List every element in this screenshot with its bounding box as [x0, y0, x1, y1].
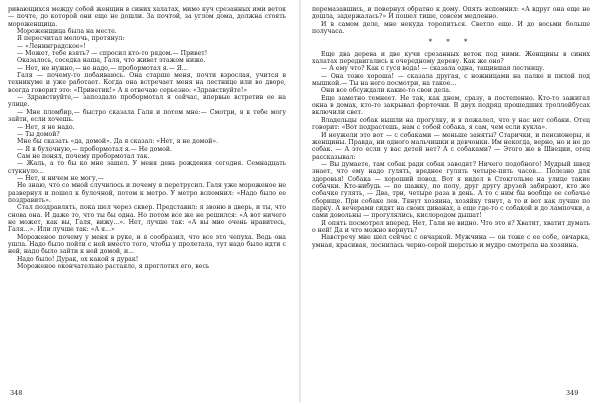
paragraph: Я опять посмотрел вперед. Нет, Гали не видно. Что это я? Хватит, хватит думать о ней! Да и что можно вернуть? [312, 219, 590, 234]
paragraph: — Я в булочную,— пробормотал я.— Не домой. [17, 145, 172, 153]
paragraph: — Нет, я не надо. [17, 123, 75, 131]
paragraph: Навстречу мне шел сейчас с овчаркой. Мужчина — он тоже с ее собе, овчарка, умная, красивая, лоснилась черно-серой шерстью и мудро смотрела на хозяина. [312, 234, 590, 249]
paragraph: Сам не понял, почему пробормотал так. [17, 152, 150, 160]
paragraph: — Может, тебе взять? — спросил кто-то рядом.— Привет! [17, 50, 208, 58]
paragraph: — Нет, и ничем не могу,— [17, 174, 104, 182]
paragraph: ривающихся между собой женщин в синих халатах, мимо куч срезанных ими веток — почте, до которой они еще не дошли. За почтой, за углом дома, должна стоять мороженщица. [8, 6, 286, 28]
paragraph: — Ты домой? [17, 130, 60, 138]
paragraph: — «Ленинградское»! [17, 42, 86, 50]
paragraph: перемазавшись, и повернул обратно к дому. Опять вспомнил: «А вдруг она еще не дошла, задержалась?» И пошел тише, совсем медленно. [312, 6, 590, 21]
left-page [8, 6, 286, 396]
paragraph: Галя — почему-то побаиваюсь. Она старше меня, почти взрослая, учится в техникуме и уже работает. Когда она встречает меня на лестнице или во дворе, всегда говорит это: «Приветик!» А я отвечаю серьезно: «Здравствуйте!» [8, 72, 286, 94]
left-page-number: 348 [10, 389, 23, 397]
paragraph: — Нет, не нужно,— не надо,— пробормотал я.— Я... [17, 64, 188, 72]
book-spine [299, 0, 301, 402]
section-separator: * * * [428, 38, 474, 47]
paragraph: — Вы думаете, там собак ради собак заводят? Ничего подобного! Мудрый швед знает, что ему надо гулять, вреднее гулять четыре-пять часов... Полезно для здоровья! Собака — хороший повод. Вот я видел в Стокгольме на улице такие собачки. Кто-нибудь — по шажку, по полу, друг другу друзей забирают, кто же собачке гулять, — Два, три, четыре раза в день. А то с ним бы вообще ее собачье сборище. При собаке лев. Тянут хозяина, хозяйку тянут, а то и вот как лучше по парку. А вечерами сидят на своих диванах, а еще где-то с собакой и до лампочки, а сами довольны — прогулялись, кислородом дышат! [312, 160, 590, 220]
right-page-main-text [312, 51, 590, 249]
paragraph: Я пересчитал мелочь, протянул: [17, 35, 125, 43]
paragraph: Оказалось, соседка наша, Галя, что живет этажом ниже. [17, 57, 206, 65]
paragraph: И неужели это вот — с собаками — меньше заняты? Старички, и пенсионеры, и женщины. Правда, ни одного мальчишки и девчонки. Им некогда, верно, но и не до собак. — А это если у вас детей нет? А с собаками? — Этого же в Швеции, отец рассказывал: [312, 131, 590, 161]
paragraph: Еще два дерева и две кучи срезанных веток под ними. Женщины в синих халатах передвигались к очередному дереву. Как же оно? [312, 50, 590, 66]
right-page-opening-text [312, 6, 590, 35]
right-page-number: 349 [566, 389, 579, 397]
paragraph: Надо было! Дурак, ох какой я дурак! [17, 255, 139, 263]
paragraph: — А ему что? Как с гуся вода! — сказала одна, тащившая лестницу. [321, 65, 545, 73]
paragraph: И в самом деле, мне некуда торопиться. Светло еще. И до восьми больше получаса. [312, 20, 590, 36]
paragraph: Владельцы собак вышли на прогулку, и я пожалел, что у нас нет собаки. Отец говорит: «Вот подрастешь, нам с тобой собака, я сам, чем если кукла». [312, 116, 590, 132]
paragraph: Еще заметно темнеет. Не так, как днем, сразу, в постепенно. Кто-то зажигал окна в домах, кто-то закрывал форточки. В двух подряд прошедших троллейбусах включили свет. [312, 94, 590, 117]
paragraph: Стал поздравлять, пока шел через сквер. Представил: я звоню в дверь, и ты, что снова она. И даже то, что ты бы одна. Но потом все же не решился: «А вот ничего не может, как вы, Галя, вижу...». Нет, лучше так: «А вы мне очень нравитесь, Галя...». Или лучше так: «А я...» [8, 204, 286, 234]
paragraph: Они все обсуждали какие-то свои дела. [321, 87, 451, 95]
paragraph: — Жаль, а то бы ко мне зашел. У меня день рождения сегодня. Семнадцать стукнуло... [8, 160, 286, 175]
paragraph: Мороженщица была на месте. [17, 28, 117, 36]
right-page [312, 6, 590, 396]
paragraph: Мне бы сказать «да, домой». Да я сказал: «Нет, я не домой». [17, 138, 219, 146]
paragraph: Не знаю, что со мной случилось и почему я перетрусил. Галя уже мороженое не развернул и пошел к булочной, потом к метро. У метро вспомнил: «Надо было ее поздравить». [8, 182, 286, 204]
paragraph: — Она тоже хороша! — сказала другая, с ножницами на палке и пилой под мышкой.— Ты на него посмотри, на такое... [312, 72, 590, 88]
paragraph: — Здравствуйте,— запоздало пробормотал я сейчас, впервые встретив ее на улице. [8, 94, 286, 109]
paragraph: — Мне пломбир,— быстро сказала Галя и потом мне:— Смотри, я к тебе могу зайти, если хочешь. [8, 108, 286, 124]
paragraph: Мороженое окончательно растаяло, я проглотил его, весь [17, 263, 210, 271]
paragraph: Мороженое почему у меня в руке, и я сообразил, что все это чепуха. Ведь она ушла. Надо было пойти с ней вместо того, чтобы у пролетала, тут надо было идти с ней, надо было зайти к ней домой, и... [8, 233, 286, 256]
